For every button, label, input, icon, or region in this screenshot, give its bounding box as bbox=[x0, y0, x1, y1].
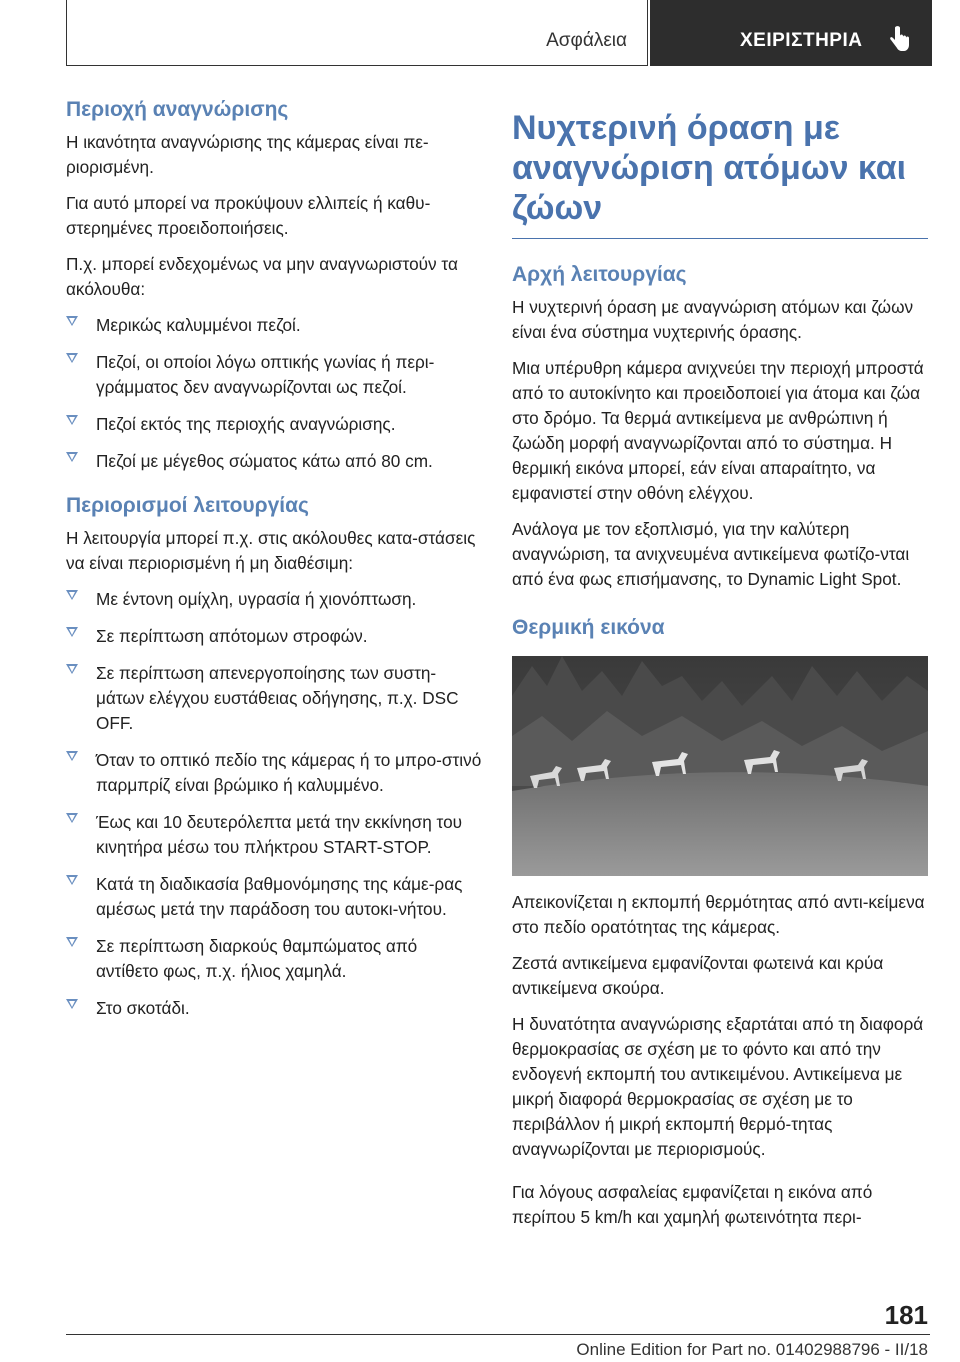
list-item: Όταν το οπτικό πεδίο της κάμερας ή το μπρο‐στινό παρμπρίζ είναι βρώμικο ή καλυμμένο. bbox=[66, 748, 482, 798]
principle-heading: Αρχή λειτουργίας bbox=[512, 263, 687, 286]
list-item: Σε περίπτωση απενεργοποίησης των συστη‐μάτων ελέγχου ευστάθειας οδήγησης, π.χ. DSC OFF. bbox=[66, 661, 482, 736]
list-item: Σε περίπτωση απότομων στροφών. bbox=[66, 624, 482, 649]
paragraph: Ζεστά αντικείμενα εμφανίζονται φωτεινά και κρύα αντικείμενα σκούρα. bbox=[512, 953, 884, 998]
page-number: 181 bbox=[884, 1300, 928, 1330]
footer-edition: Online Edition for Part no. 01402988796 - II/18 bbox=[576, 1340, 928, 1359]
triangle-bullet-icon bbox=[66, 875, 78, 885]
triangle-bullet-icon bbox=[66, 627, 78, 637]
paragraph: Απεικονίζεται η εκπομπή θερμότητας από αντι‐κείμενα στο πεδίο ορατότητας της κάμερας. bbox=[512, 892, 925, 937]
paragraph: Η λειτουργία μπορεί π.χ. στις ακόλουθες κατα‐στάσεις να είναι περιορισμένη ή μη διαθέσιμη: bbox=[66, 528, 476, 573]
paragraph: Για λόγους ασφαλείας εμφανίζεται η εικόνα από περίπου 5 km/h και χαμηλή φωτεινότητα περι‐ bbox=[512, 1182, 873, 1227]
thermal-image-heading: Θερμική εικόνα bbox=[512, 616, 665, 639]
detection-limits-list bbox=[66, 313, 482, 474]
triangle-bullet-icon bbox=[66, 415, 78, 425]
footer-divider bbox=[66, 1334, 930, 1335]
section-title: Νυχτερινή όραση με αναγνώριση ατόμων και ζώων bbox=[512, 109, 907, 227]
header-chapter-tab bbox=[650, 0, 932, 66]
thermal-image-illustration bbox=[512, 656, 928, 876]
paragraph: Για αυτό μπορεί να προκύψουν ελλιπείς ή καθυ‐στερημένες προειδοποιήσεις. bbox=[66, 193, 431, 238]
triangle-bullet-icon bbox=[66, 813, 78, 823]
list-item: Πεζοί με μέγεθος σώματος κάτω από 80 cm. bbox=[66, 449, 482, 474]
detection-area-heading: Περιοχή αναγνώρισης bbox=[66, 98, 289, 121]
paragraph: Η ικανότητα αναγνώρισης της κάμερας είναι πε‐ριορισμένη. bbox=[66, 132, 429, 177]
triangle-bullet-icon bbox=[66, 937, 78, 947]
header-chapter-title: ΧΕΙΡΙΣΤΗΡΙΑ bbox=[740, 30, 863, 51]
list-item: Κατά τη διαδικασία βαθμονόμησης της κάμε‐ρας αμέσως μετά την παράδοση του αυτοκι‐νήτου. bbox=[66, 872, 482, 922]
header-section-title: Ασφάλεια bbox=[546, 30, 627, 51]
paragraph: Η νυχτερινή όραση με αναγνώριση ατόμων και ζώων είναι ένα σύστημα νυχτερινής όρασης. bbox=[512, 297, 914, 342]
list-item: Πεζοί εκτός της περιοχής αναγνώρισης. bbox=[66, 412, 482, 437]
right-column bbox=[512, 100, 928, 1241]
list-item: Πεζοί, οι οποίοι λόγω οπτικής γωνίας ή περι‐γράμματος δεν αναγνωρίζονται ως πεζοί. bbox=[66, 350, 482, 400]
list-item: Σε περίπτωση διαρκούς θαμπώματος από αντίθετο φως, π.χ. ήλιος χαμηλά. bbox=[66, 934, 482, 984]
paragraph: Μια υπέρυθρη κάμερα ανιχνεύει την περιοχή μπροστά από το αυτοκίνητο και προειδοποιεί για άτομα και ζώα στο δρόμο. Τα θερμά αντικείμενα με ανθρώπινη ή ζωώδη μορφή αναγνωρίζονται από το σύστημα. Η θερμική εικόνα μπορεί, εάν είναι απαραίτητο, να εμφανιστεί στην οθόνη ελέγχου. bbox=[512, 358, 924, 503]
triangle-bullet-icon bbox=[66, 452, 78, 462]
triangle-bullet-icon bbox=[66, 353, 78, 363]
triangle-bullet-icon bbox=[66, 316, 78, 326]
paragraph: Η δυνατότητα αναγνώρισης εξαρτάται από τη διαφορά θερμοκρασίας σε σχέση με το φόντο και από την ενδογενή εκπομπή του αντικειμένου. Αντικείμενα με μικρή διαφορά θερμοκρασίας σε σχέση με το περιβάλλον ή μικρή εκπομπή θερμό‐τητας αναγνωρίζονται με περιορισμούς. bbox=[512, 1014, 924, 1159]
list-item: Με έντονη ομίχλη, υγρασία ή χιονόπτωση. bbox=[66, 587, 482, 612]
left-column bbox=[66, 96, 482, 1039]
triangle-bullet-icon bbox=[66, 751, 78, 761]
triangle-bullet-icon bbox=[66, 664, 78, 674]
list-item: Στο σκοτάδι. bbox=[66, 996, 482, 1021]
header-section-box bbox=[66, 0, 648, 66]
function-limits-list bbox=[66, 587, 482, 1021]
paragraph: Ανάλογα με τον εξοπλισμό, για την καλύτερη αναγνώριση, τα ανιχνευμένα αντικείμενα φωτίζο‐νται από ένα φως επισήμανσης, το Dynamic Light Spot. bbox=[512, 519, 910, 589]
section-title-block bbox=[512, 100, 928, 239]
triangle-bullet-icon bbox=[66, 999, 78, 1009]
paragraph: Π.χ. μπορεί ενδεχομένως να μην αναγνωριστούν τα ακόλουθα: bbox=[66, 254, 458, 299]
pointing-hand-icon bbox=[888, 26, 910, 52]
triangle-bullet-icon bbox=[66, 590, 78, 600]
list-item: Έως και 10 δευτερόλεπτα μετά την εκκίνηση του κινητήρα μέσω του πλήκτρου START-STOP. bbox=[66, 810, 482, 860]
function-limits-heading: Περιορισμοί λειτουργίας bbox=[66, 494, 309, 517]
list-item: Μερικώς καλυμμένοι πεζοί. bbox=[66, 313, 482, 338]
